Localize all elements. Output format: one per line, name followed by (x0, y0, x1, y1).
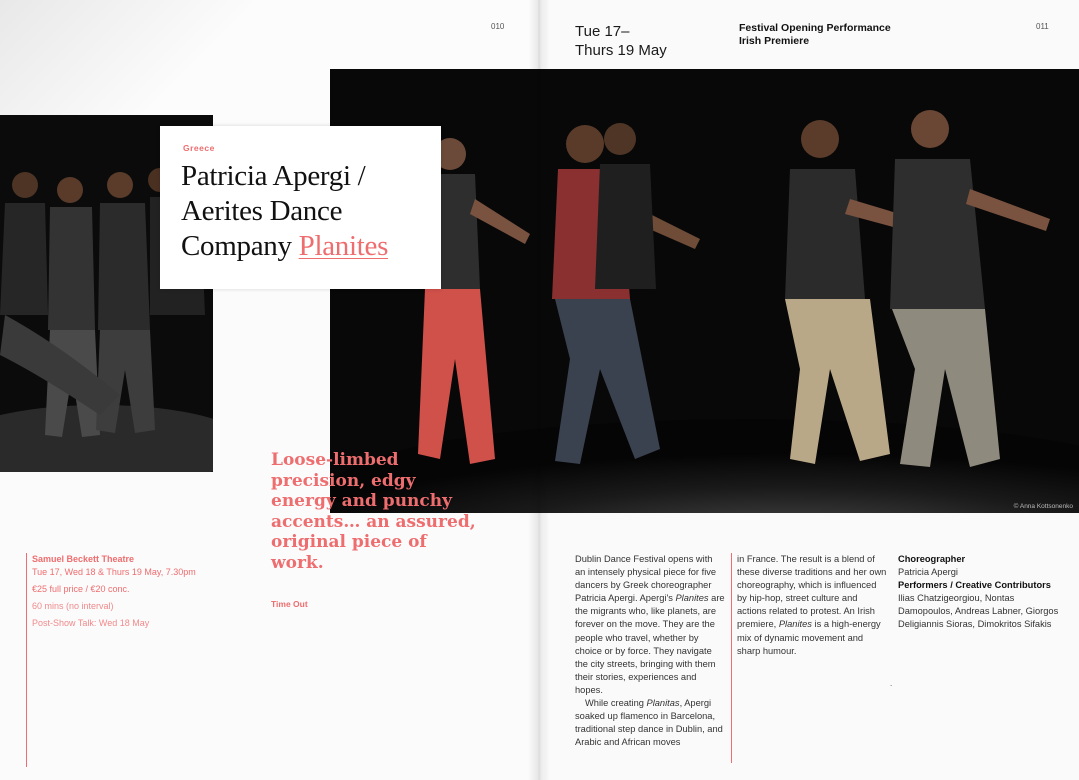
pull-quote: Loose-limbed precision, edgy energy and punchy accents… an assured, original piece of work. (271, 450, 476, 573)
country-label: Greece (183, 143, 215, 153)
price: €25 full price / €20 conc. (32, 584, 130, 594)
performance-info (32, 553, 232, 634)
post-show-talk: Post-Show Talk: Wed 18 May (32, 618, 150, 628)
body-paragraph-1: Dublin Dance Festival opens with an intensely physical piece for five dancers by Greek choreographer Patricia Apergi. Apergi's Planites are the migrants who, like planets, are forever on the move. They are the people who travel, whether by choice or by force. They navigate the city streets, bringing with them their stories, experiences and hopes. (575, 554, 725, 695)
event-label: Festival Opening Performance Irish Premiere (739, 22, 891, 47)
body-column-2 (737, 553, 887, 658)
choreographer-name: Patricia Apergi (898, 567, 958, 578)
venue: Samuel Beckett Theatre (32, 554, 135, 564)
performers-line (898, 579, 1068, 631)
piece-title: Planites (298, 230, 389, 262)
showtimes: Tue 17, Wed 18 & Thurs 19 May, 7.30pm (32, 567, 196, 577)
duration: 60 mins (no interval) (32, 601, 114, 611)
performers-label: Performers / Creative Contributors (898, 580, 1051, 591)
title-card (160, 126, 441, 289)
company-name: Patricia Apergi / Aerites Dance Company (181, 160, 366, 262)
quote-source: Time Out (271, 599, 308, 609)
dancers-illustration (330, 69, 1079, 513)
page-title (181, 159, 436, 264)
info-rule (26, 553, 27, 767)
stray-mark: . (890, 679, 893, 688)
performers-names: Ilias Chatzigeorgiou, Nontas Damopoulos, Andreas Labner, Giorgos Deligiannis Sioras, Dimokritos Sifakis (898, 593, 1059, 630)
body-paragraph-2: While creating Planitas, Apergi soaked up flamenco in Barcelona, traditional step dance in Dublin, and Arabic and African moves (575, 698, 723, 748)
body-paragraph-3: in France. The result is a blend of these diverse traditions and her own choreography, which is influenced by hip-hop, street culture and actions related to protest. An Irish premiere, Planites is a high-energy mix of dynamic movement and sharp humour. (737, 554, 887, 656)
page-number-left: 010 (491, 22, 505, 31)
performance-dates: Tue 17– Thurs 19 May (575, 23, 667, 59)
dance-photo-main (330, 69, 1079, 513)
photo-credit: © Anna Kottsonenko (1013, 503, 1073, 510)
page-number-right: 011 (1036, 22, 1049, 31)
choreographer-label: Choreographer (898, 554, 966, 564)
body-column-1 (575, 553, 725, 749)
column-rule (731, 553, 732, 763)
credits (898, 553, 1068, 632)
